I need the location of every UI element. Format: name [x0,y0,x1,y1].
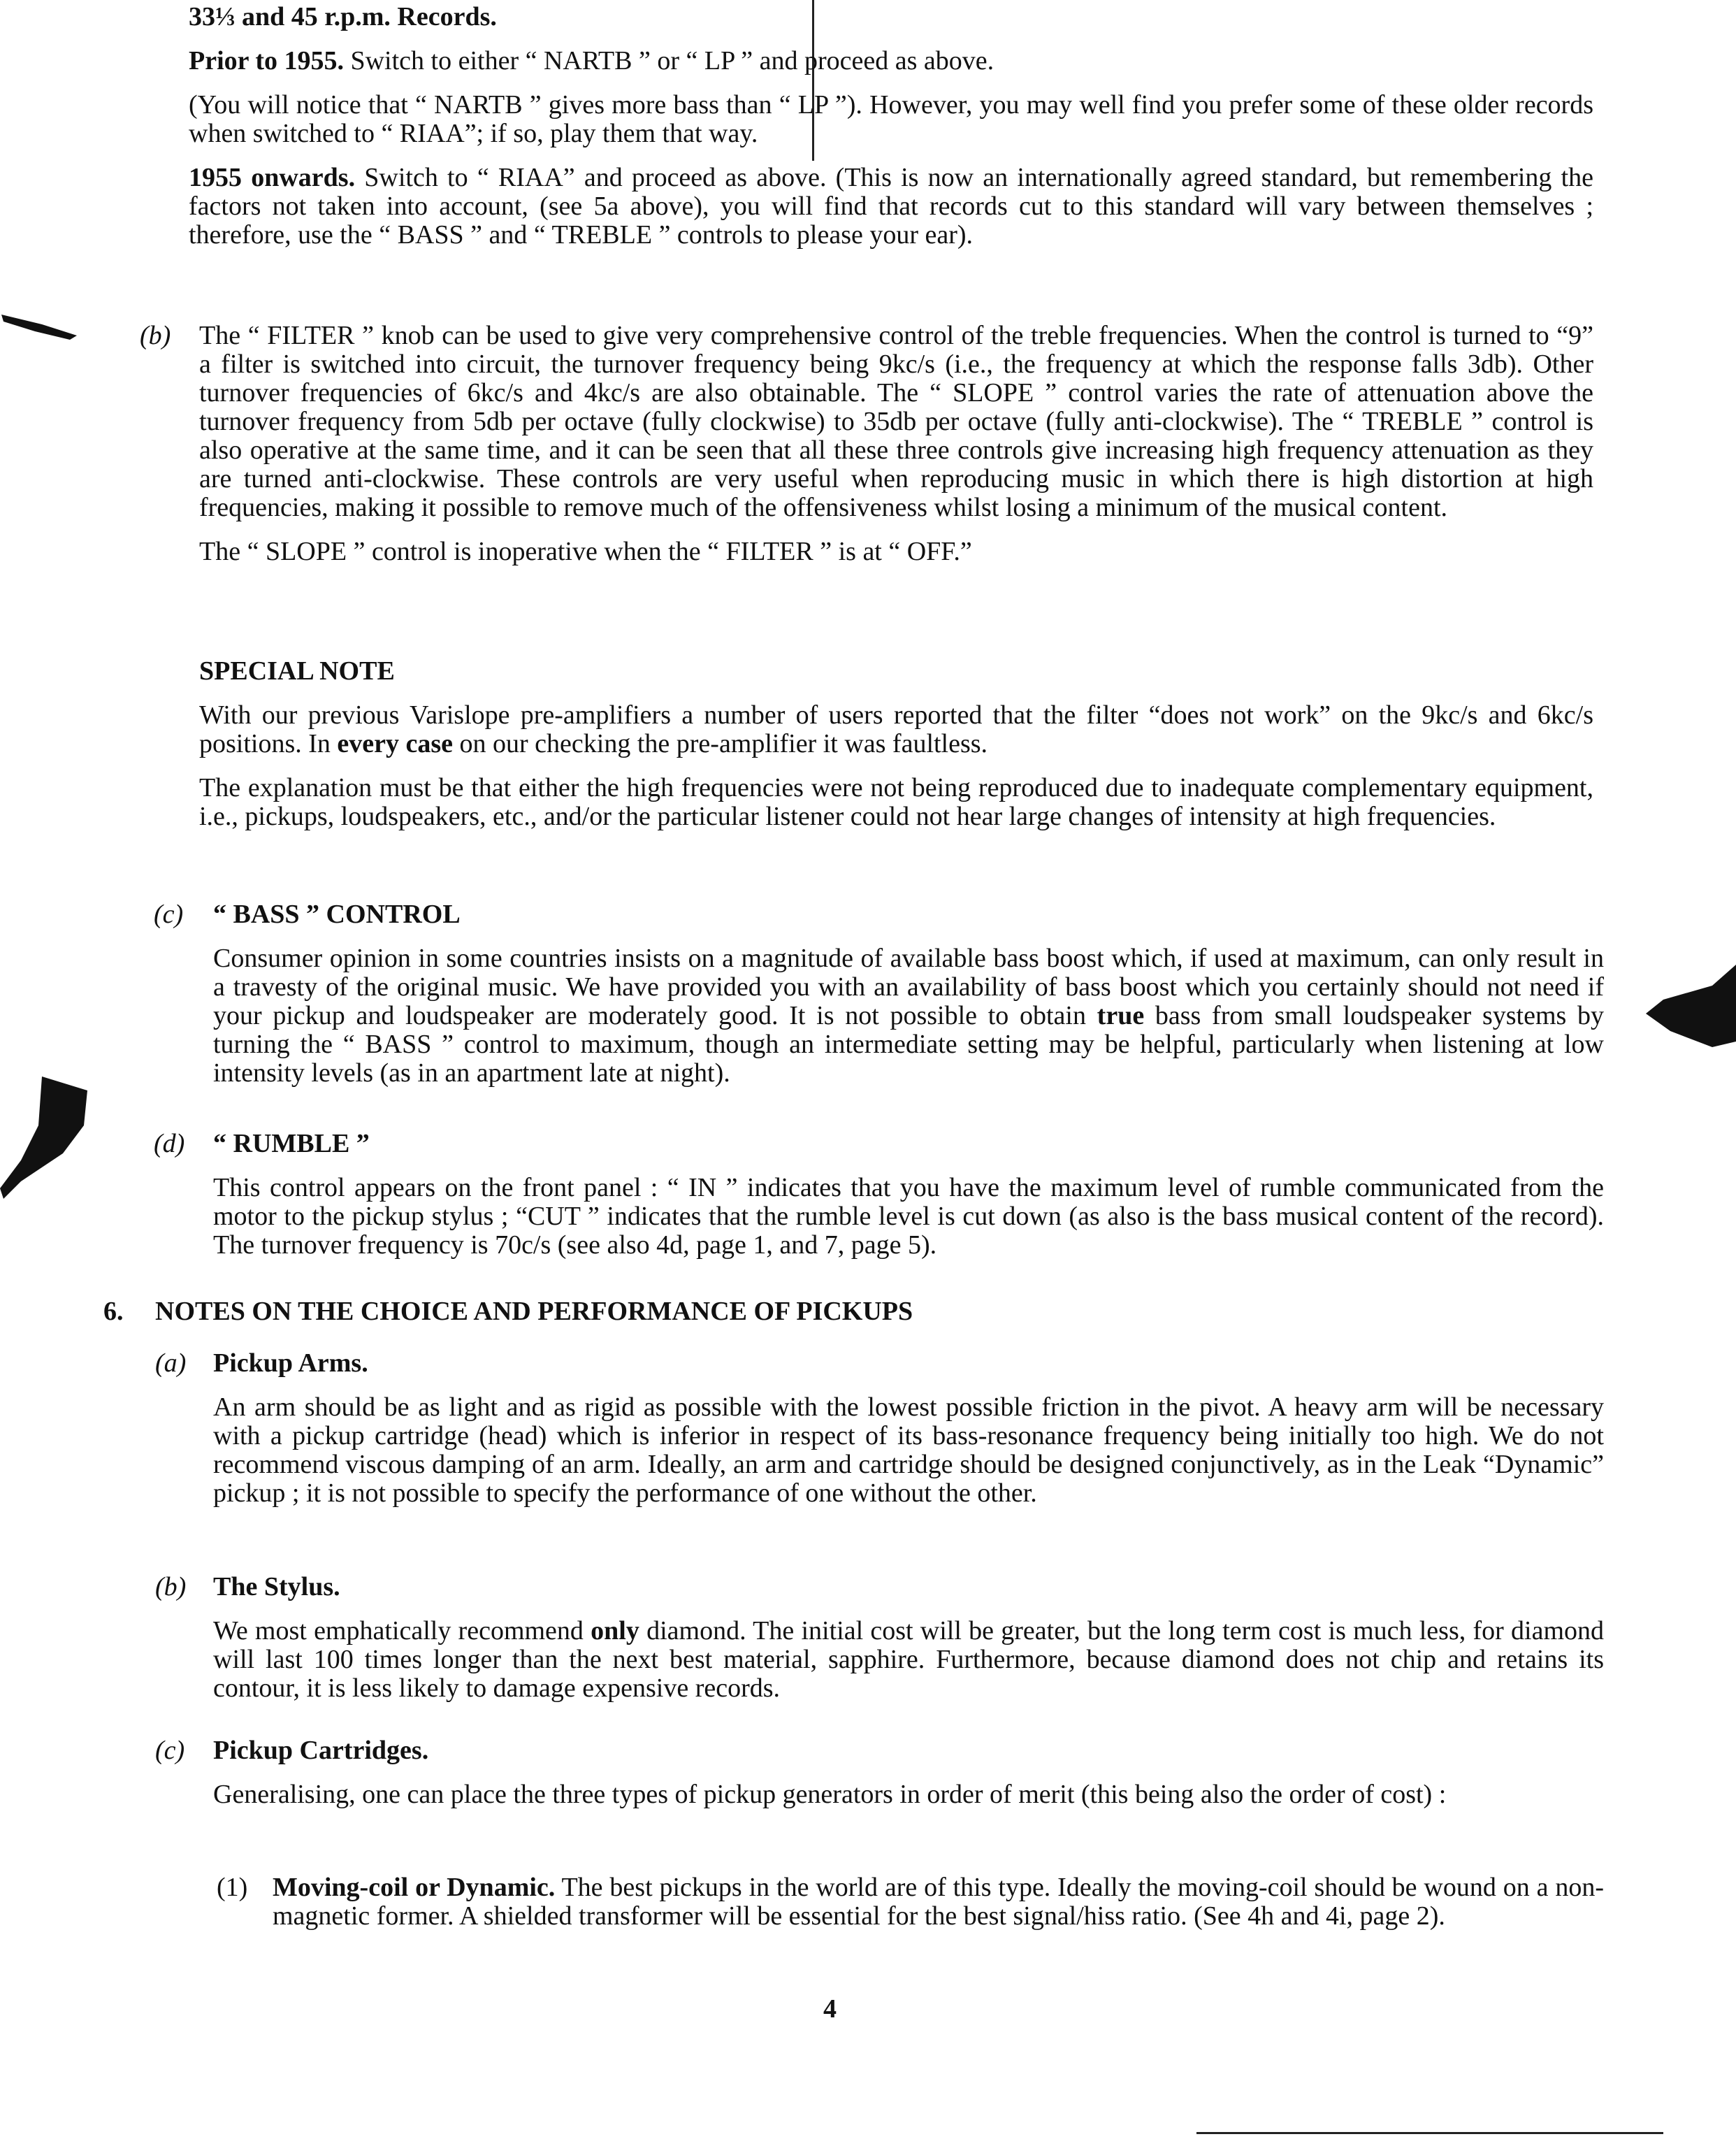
pickup-arms-paragraph: An arm should be as light and as rigid as possible with the lowest possible friction in the pivot. A heavy arm will be necessary with a pickup cartridge (head) which is inferior in respect of its bass-resonance frequency being initially too high. We do not recommend viscous damping of an arm. Ideally, an arm and cartridge should be designed conjunctively, as in the Leak “Dynamic” pickup ; it is not possible to specify the performance of one without the other. [213,1392,1604,1508]
stylus-text-b: diamond. The initial cost will be greater, but the long term cost is much less, for diamond will last 100 times longer than the next best material, sapphire. Furthermore, because diamond does not chip and retains its contour, it is less likely to damage expensive records. [213,1616,1605,1703]
special-note-emphasis: every case [337,729,454,758]
onwards-1955-paragraph [189,164,1593,250]
pickup-cartridges-paragraph: Generalising, one can place the three types of pickup generators in order of merit (this being also the order of cost) : [213,1780,1447,1809]
prior-1955-paragraph [189,47,1593,75]
bass-control-section [213,900,1604,1088]
filter-section [199,322,1593,566]
stylus-heading: The Stylus. [213,1572,340,1601]
bottom-rule [1196,2132,1663,2134]
special-note-paragraph-2: The explanation must be that either the high frequencies were not being reproduced due to inadequate complementary equipment, i.e., pickups, loudspeakers, etc., and/or the particular listener could not hear large changes of intensity at high frequencies. [199,773,1593,831]
moving-coil-item [273,1873,1604,1931]
section-6b-label: (b) [155,1572,187,1601]
special-note-paragraph-1 [199,701,1593,758]
records-heading: 33⅓ and 45 r.p.m. Records. [189,2,497,31]
bass-control-emphasis: true [1097,1001,1145,1030]
nartb-note: (You will notice that “ NARTB ” gives more bass than “ LP ”). However, you may well find you prefer some of these older records when switched to “ RIAA”; if so, play them that way. [189,90,1593,148]
onwards-1955-text: Switch to “ RIAA” and proceed as above. (This is now an internationally agreed standard, but remembering the factors not taken into account, (see 5a above), you will find that records cut to this standard will vary between themselves ; therefore, use the “ BASS ” and “ TREBLE ” controls to please your ear). [189,163,1594,250]
special-note-section [199,657,1593,831]
onwards-1955-label: 1955 onwards. [189,163,356,192]
page-number: 4 [823,1994,837,2024]
stylus-paragraph [213,1617,1604,1703]
rumble-section [213,1130,1604,1260]
stylus-emphasis: only [591,1616,639,1645]
filter-paragraph: The “ FILTER ” knob can be used to give very comprehensive control of the treble frequencies. When the control is turned to “9” a filter is switched into circuit, the turnover frequency being 9kc/s (i.e., the frequency at which the response falls 3db). Other turnover frequencies of 6kc/s and 4kc/s are also obtainable. The “ SLOPE ” control varies the rate of attenuation above the turnover frequency from 5db per octave (fully clockwise) to 35db per octave (fully anti-clockwise). The “ TREBLE ” control is also operative at the same time, and it can be seen that all these three controls give increasing high frequency attenuation as they are turned anti-clockwise. These controls are very useful when reproducing music in which there is high distortion at high frequencies, making it possible to remove much of the offensiveness whilst losing a minimum of the musical content. [199,321,1593,522]
section-6-number: 6. [103,1297,124,1326]
special-note-text-b: on our checking the pre-amplifier it was faultless. [459,729,988,758]
moving-coil-paragraph [273,1873,1604,1931]
prior-1955-text: Switch to either “ NARTB ” or “ LP ” and proceed as above. [350,46,994,75]
pickup-cartridges-heading: Pickup Cartridges. [213,1736,429,1765]
section-c-label: (c) [154,900,184,929]
scan-mark-left-middle [0,1076,91,1202]
rumble-paragraph: This control appears on the front panel : “ IN ” indicates that you have the maximum level of rumble communicated from the motor to the pickup stylus ; “CUT ” indicates that the rumble level is cut down (as also is the bass musical content of the record). The turnover frequency is 70c/s (see also 4d, page 1, and 7, page 5). [213,1173,1604,1260]
special-note-text-a: With our previous Varislope pre-amplifiers a number of users reported that the filter “does not work” on the 9kc/s and 6kc/s positions. In [199,700,1593,758]
section-6a-label: (a) [155,1348,187,1378]
pickup-arms-section [213,1349,1604,1508]
scan-mark-right [1642,965,1736,1049]
moving-coil-heading: Moving-coil or Dynamic. [273,1873,556,1902]
stylus-section [213,1573,1604,1703]
section-d-label: (d) [154,1129,185,1158]
section-b-label: (b) [140,321,171,350]
section-6-heading [155,1297,1593,1326]
rumble-heading: “ RUMBLE ” [213,1129,370,1158]
records-section [189,3,1593,250]
bass-control-heading: “ BASS ” CONTROL [213,900,461,929]
section-6-title: NOTES ON THE CHOICE AND PERFORMANCE OF PICKUPS [155,1297,913,1326]
section-6c-label: (c) [155,1736,185,1765]
moving-coil-text: The best pickups in the world are of this type. Ideally the moving-coil should be wound on a non-magnetic former. A shielded transformer will be essential for the best signal/hiss ratio. (See 4h and 4i, page 2). [273,1873,1604,1931]
item-1-label: (1) [217,1873,248,1902]
slope-note: The “ SLOPE ” control is inoperative when the “ FILTER ” is at “ OFF.” [199,537,972,566]
prior-1955-label: Prior to 1955. [189,46,344,75]
special-note-heading: SPECIAL NOTE [199,656,395,686]
pickup-cartridges-section [213,1736,1604,1809]
bass-control-paragraph [213,944,1604,1088]
bass-control-text-b: bass from small loudspeaker systems by turning the “ BASS ” control to maximum, though an intermediate setting may be helpful, particularly when listening at low intensity levels (as in an apartment late at night). [213,1001,1604,1088]
scan-mark-left-top [0,308,84,343]
stylus-text-a: We most emphatically recommend [213,1616,584,1645]
pickup-arms-heading: Pickup Arms. [213,1348,368,1378]
bass-control-text-a: Consumer opinion in some countries insists on a magnitude of available bass boost which, if used at maximum, can only result in a travesty of the original music. We have provided you with an availability of bass boost which you certainly should not need if your pickup and loudspeaker are moderately good. It is not possible to obtain [213,944,1604,1030]
